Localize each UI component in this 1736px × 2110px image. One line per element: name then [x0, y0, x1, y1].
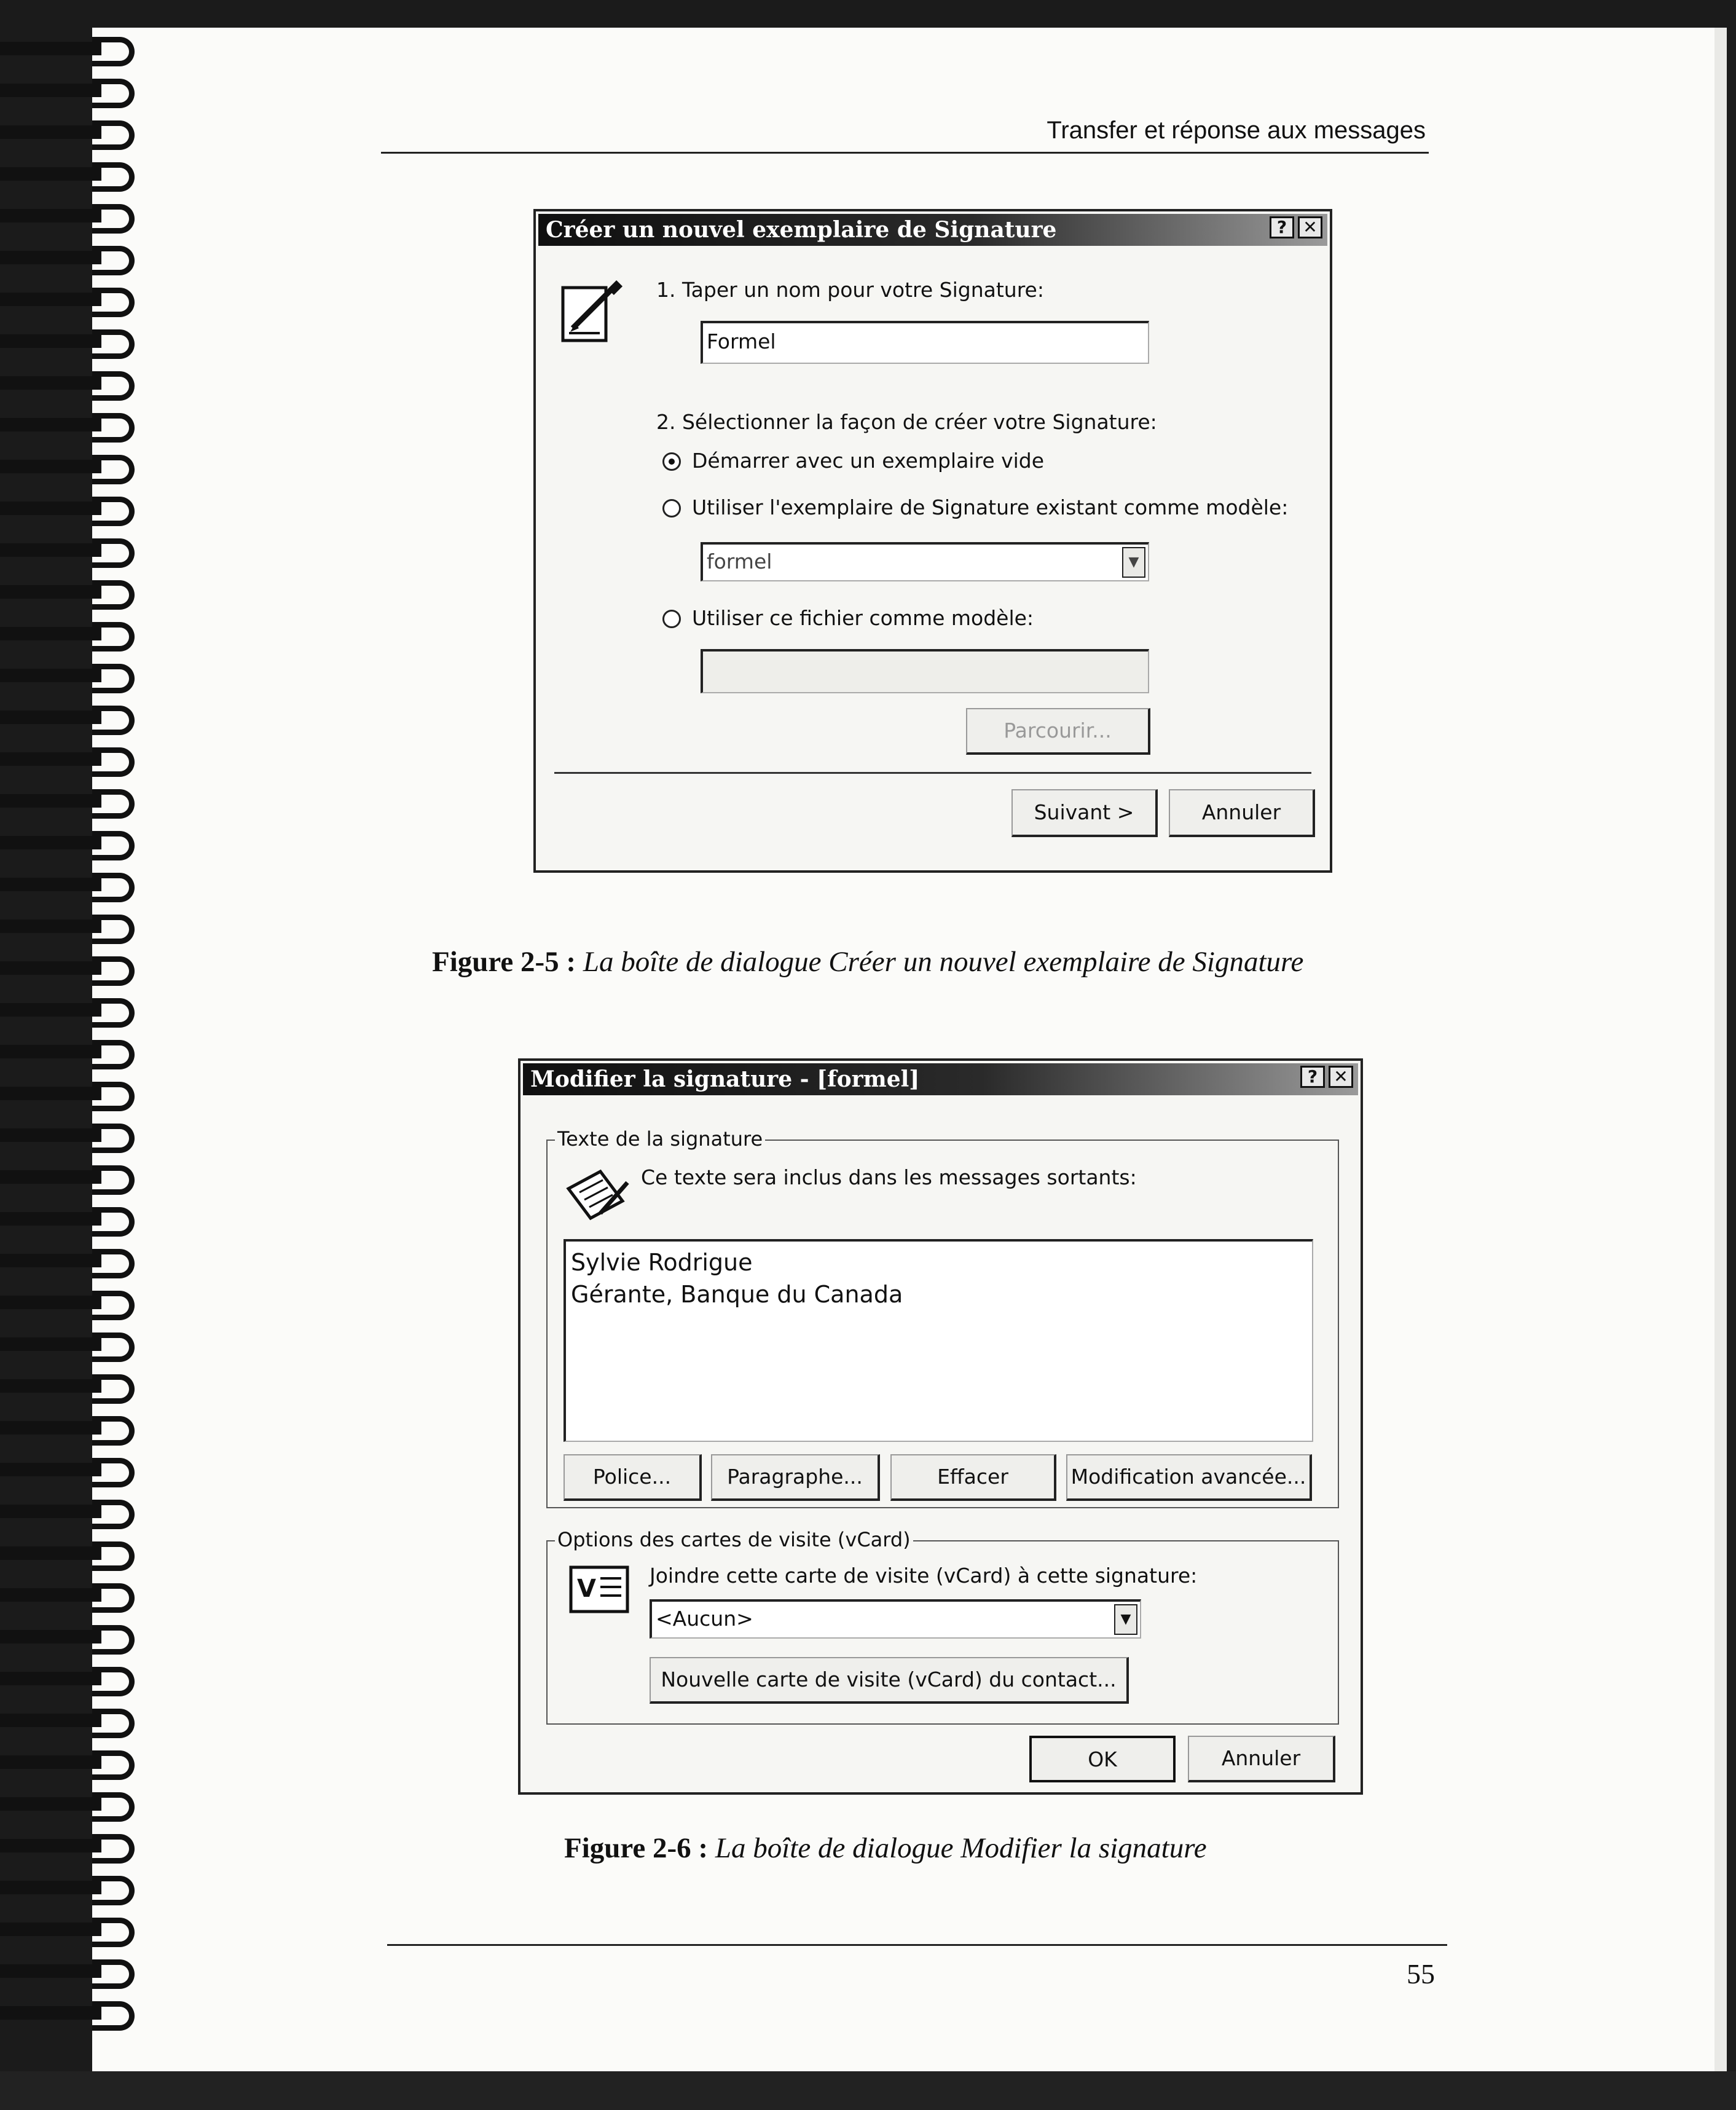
signature-line-name: Sylvie Rodrigue	[571, 1249, 753, 1276]
page-number: 55	[1407, 1958, 1435, 1990]
existing-template-select[interactable]	[701, 542, 1149, 581]
signature-text-group-label: Texte de la signature	[555, 1127, 765, 1151]
spiral-loop	[0, 580, 160, 601]
caption-text: La boîte de dialogue Créer un nouvel exemplaire de Signature	[583, 946, 1304, 978]
vcard-select[interactable]	[650, 1599, 1141, 1639]
dialog-title: Créer un nouvel exemplaire de Signature	[538, 214, 1327, 246]
dialog-title: Modifier la signature - [formel]	[523, 1063, 1358, 1095]
step2-label: 2. Sélectionner la façon de créer votre Signature:	[656, 410, 1157, 434]
scan-bottom-edge	[0, 2071, 1736, 2110]
caption-label: Figure 2-6 :	[564, 1832, 709, 1864]
spiral-loop	[0, 956, 160, 977]
spiral-loop	[0, 1291, 160, 1312]
spiral-loop	[0, 622, 160, 643]
paragraph-button[interactable]: Paragraphe...	[711, 1454, 880, 1501]
advanced-edit-button[interactable]: Modification avancée...	[1066, 1454, 1312, 1501]
spiral-loop	[0, 288, 160, 309]
existing-template-value: formel	[707, 549, 772, 573]
spiral-loop	[0, 1583, 160, 1604]
signature-pen-icon	[559, 279, 627, 347]
spiral-loop	[0, 1333, 160, 1353]
ok-button[interactable]: OK	[1029, 1736, 1176, 1782]
spiral-loop	[0, 1541, 160, 1562]
option-blank-label[interactable]: Démarrer avec un exemplaire vide	[692, 449, 1045, 473]
spiral-loop	[0, 413, 160, 434]
spiral-loop	[0, 1918, 160, 1939]
signature-text-editor[interactable]	[564, 1239, 1313, 1442]
next-button[interactable]: Suivant >	[1011, 789, 1158, 837]
spiral-loop	[0, 1625, 160, 1646]
font-button[interactable]: Police...	[564, 1454, 702, 1501]
spiral-loop	[0, 371, 160, 392]
spiral-loop	[0, 2001, 160, 2022]
running-head: Transfer et réponse aux messages	[1047, 117, 1426, 144]
new-vcard-button[interactable]: Nouvelle carte de visite (vCard) du contact...	[650, 1657, 1129, 1704]
spiral-loop	[0, 37, 160, 58]
spiral-loop	[0, 1500, 160, 1521]
spiral-loop	[0, 246, 160, 267]
spiral-loop	[0, 1374, 160, 1395]
browse-button[interactable]: Parcourir...	[966, 708, 1150, 755]
dialog-separator	[554, 772, 1311, 774]
chevron-down-icon[interactable]: ▼	[1114, 1604, 1137, 1635]
signature-name-field[interactable]: Formel	[701, 321, 1149, 364]
radio-file-template[interactable]	[662, 610, 681, 628]
spiral-loop	[0, 747, 160, 768]
spiral-loop	[0, 1750, 160, 1771]
radio-blank-template[interactable]	[662, 452, 681, 471]
close-button[interactable]: ✕	[1329, 1066, 1353, 1088]
footer-rule	[387, 1944, 1447, 1946]
spiral-loop	[0, 1667, 160, 1688]
spiral-binding	[0, 37, 166, 2047]
spiral-loop	[0, 1709, 160, 1730]
option-existing-label[interactable]: Utiliser l'exemplaire de Signature existant comme modèle:	[692, 495, 1289, 519]
spiral-loop	[0, 497, 160, 518]
radio-existing-template[interactable]	[662, 499, 681, 518]
spiral-loop	[0, 998, 160, 1019]
file-path-field[interactable]	[701, 649, 1149, 693]
step1-label: 1. Taper un nom pour votre Signature:	[656, 278, 1044, 302]
spiral-loop	[0, 1959, 160, 1980]
spiral-loop	[0, 1249, 160, 1270]
header-rule	[381, 152, 1429, 154]
spiral-loop	[0, 120, 160, 141]
option-file-label[interactable]: Utiliser ce fichier comme modèle:	[692, 606, 1034, 630]
caption-label: Figure 2-5 :	[432, 946, 576, 978]
signature-line-title: Gérante, Banque du Canada	[571, 1281, 903, 1308]
spiral-loop	[0, 1207, 160, 1228]
vcard-select-value: <Aucun>	[656, 1607, 753, 1631]
spiral-loop	[0, 162, 160, 183]
help-button[interactable]: ?	[1300, 1066, 1325, 1088]
spiral-loop	[0, 1124, 160, 1144]
spiral-loop	[0, 1792, 160, 1813]
edit-signature-dialog	[518, 1058, 1363, 1795]
help-button[interactable]: ?	[1270, 216, 1294, 238]
chevron-down-icon[interactable]: ▼	[1122, 547, 1145, 578]
spiral-loop	[0, 329, 160, 350]
clear-button[interactable]: Effacer	[890, 1454, 1056, 1501]
spiral-loop	[0, 1458, 160, 1479]
figure-caption-2-6	[564, 1832, 1207, 1865]
notepad-pen-icon	[564, 1164, 631, 1226]
spiral-loop	[0, 706, 160, 726]
spiral-loop	[0, 79, 160, 100]
close-button[interactable]: ✕	[1298, 216, 1322, 238]
spiral-loop	[0, 1416, 160, 1437]
signature-text-description: Ce texte sera inclus dans les messages sortants:	[641, 1165, 1137, 1189]
cancel-button[interactable]: Annuler	[1188, 1736, 1335, 1782]
spiral-loop	[0, 1040, 160, 1061]
spiral-loop	[0, 915, 160, 935]
spiral-loop	[0, 1165, 160, 1186]
spiral-loop	[0, 1082, 160, 1103]
cancel-button[interactable]: Annuler	[1169, 789, 1315, 837]
svg-text:V: V	[577, 1575, 596, 1603]
spiral-loop	[0, 538, 160, 559]
spiral-loop	[0, 664, 160, 685]
vcard-options-group-label: Options des cartes de visite (vCard)	[555, 1528, 913, 1551]
spiral-loop	[0, 873, 160, 894]
spiral-loop	[0, 831, 160, 852]
spiral-loop	[0, 1876, 160, 1897]
caption-text: La boîte de dialogue Modifier la signature	[715, 1832, 1207, 1864]
spiral-loop	[0, 1834, 160, 1855]
vcard-icon	[568, 1565, 630, 1614]
spiral-loop	[0, 455, 160, 476]
spiral-loop	[0, 789, 160, 810]
create-signature-dialog	[533, 209, 1332, 873]
spiral-loop	[0, 204, 160, 225]
figure-caption-2-5	[432, 945, 1303, 978]
vcard-attach-label: Joindre cette carte de visite (vCard) à cette signature:	[650, 1564, 1198, 1588]
